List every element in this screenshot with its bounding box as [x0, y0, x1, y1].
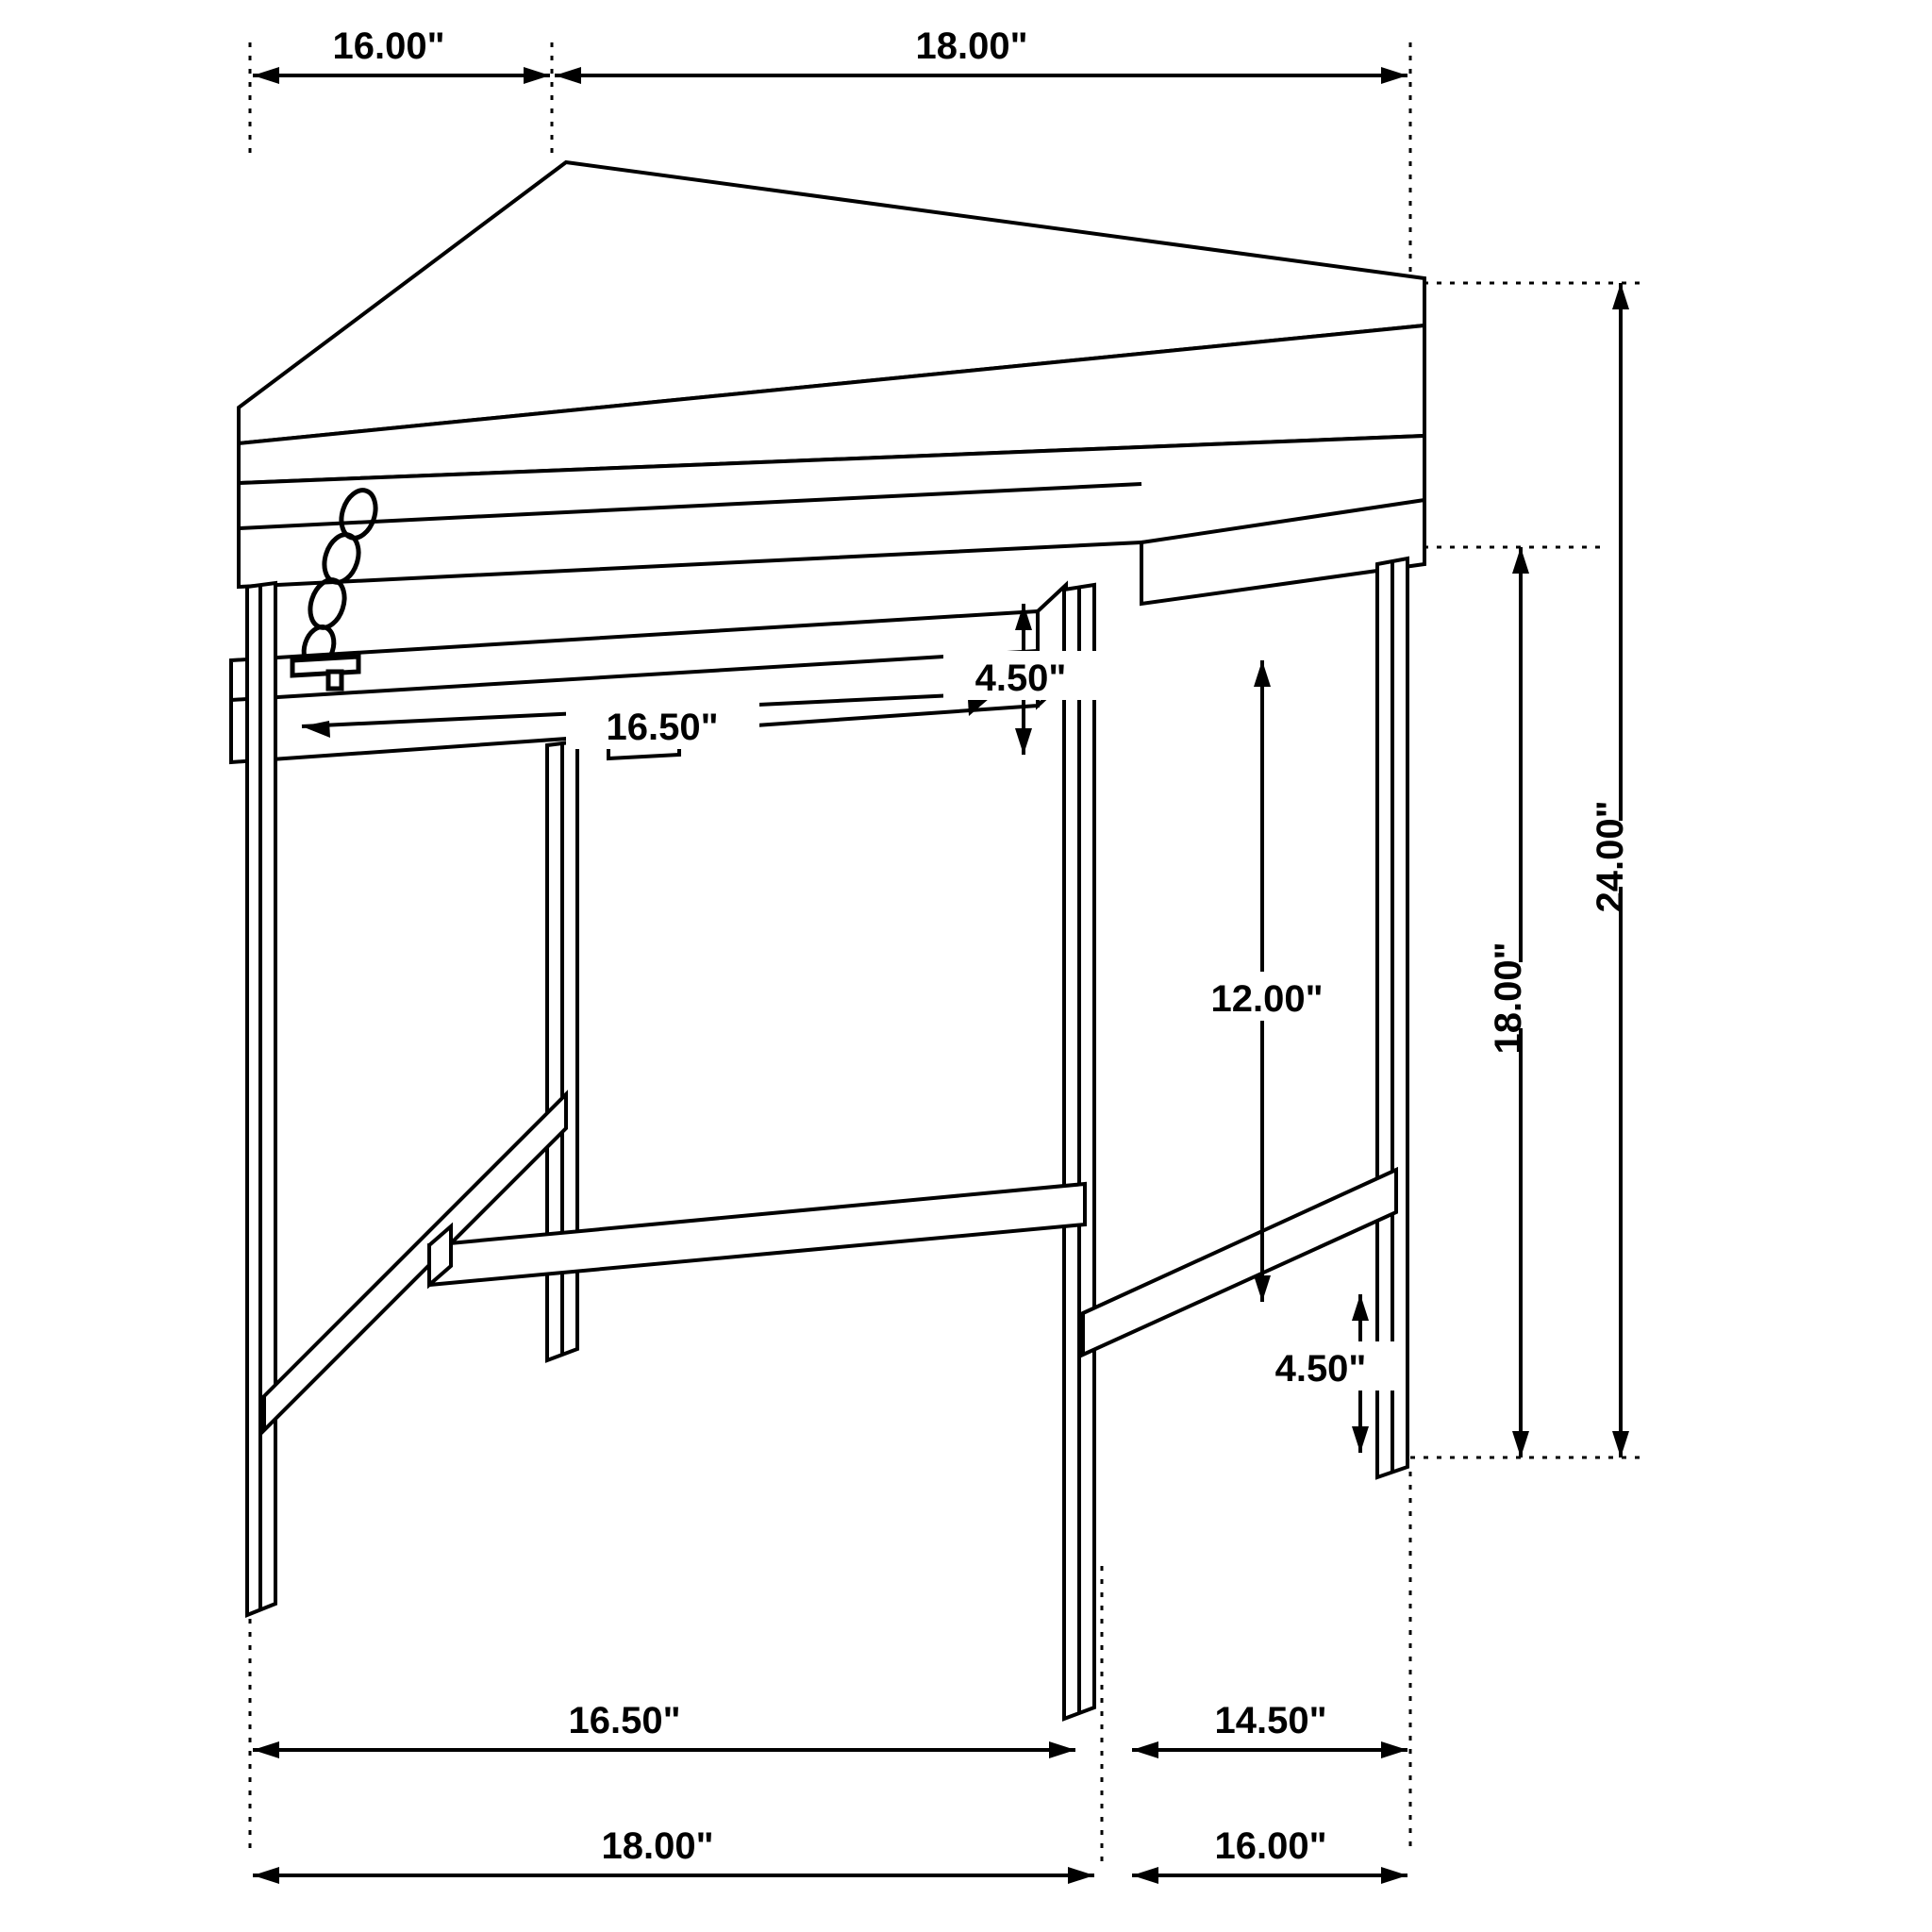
- dimension-label-leg-span-front: 16.50": [568, 1700, 681, 1741]
- desk-stretchers: [264, 1094, 1396, 1430]
- dimension-label-top-depth: 16.00": [332, 25, 445, 67]
- dimension-label-overall-height: 24.00": [1590, 800, 1631, 913]
- dimension-label-top-width: 18.00": [915, 25, 1028, 67]
- dimension-label-overall-width: 18.00": [601, 1825, 714, 1867]
- dimension-label-stretcher-height: 4.50": [1274, 1348, 1367, 1390]
- dimension-label-apron-to-floor: 18.00": [1488, 941, 1529, 1055]
- desk-top: [239, 162, 1424, 483]
- dimension-label-leg-span-side: 14.50": [1214, 1700, 1327, 1741]
- dimension-label-clearance: 12.00": [1210, 978, 1324, 1020]
- dimension-label-overall-depth: 16.00": [1214, 1825, 1327, 1867]
- dimension-top: [253, 67, 1407, 84]
- dimension-label-drawer-height: 4.50": [974, 658, 1067, 699]
- dimension-label-drawer-width: 16.50": [606, 707, 719, 748]
